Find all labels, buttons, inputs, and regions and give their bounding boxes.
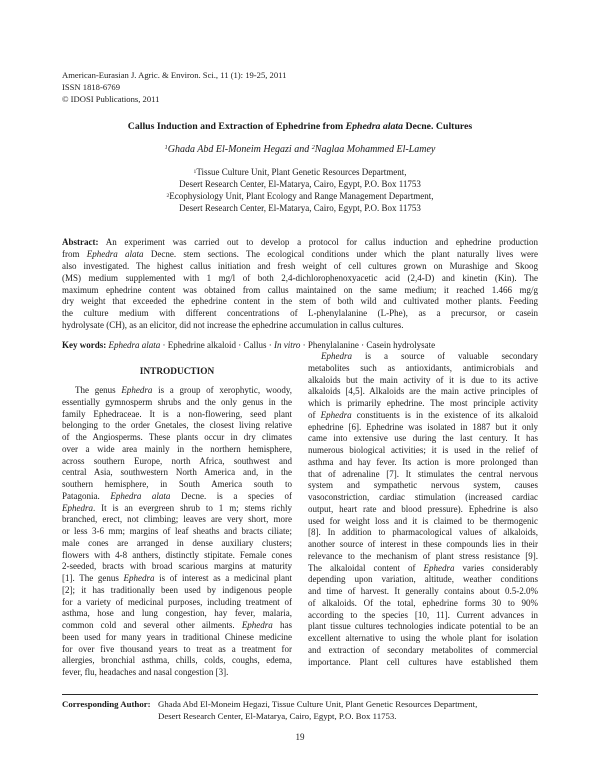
- body-line: [308, 480, 538, 492]
- italic-text: Ephedra: [241, 620, 273, 630]
- italic-text: Ephedra alata: [110, 490, 171, 501]
- body-line: [308, 563, 538, 575]
- text-run: allergies, bronchial asthma, chills, colds, coughs, edema,: [62, 655, 292, 666]
- text-run: branched, erect, not climbing; leaves are very short, more: [62, 514, 292, 525]
- text-run: importance. Plant cell cultures have established them: [308, 656, 538, 667]
- text-run: maximum ephedrine content was obtained from callus maintained on the same medium; it reached 1.466 mg/g: [62, 284, 538, 295]
- body-line: [308, 539, 538, 551]
- text-run: Decne. Cultures: [403, 121, 473, 132]
- abstract-line: [62, 285, 538, 297]
- text-run: been used for many years in traditional Chinese medicine: [62, 631, 292, 642]
- text-run: numerous biological activities; it is used in the relief of: [308, 445, 538, 455]
- text-run: another source of interest in these compounds lies in their: [308, 539, 538, 549]
- text-run: plant tissue cultures technologies indicate potential to be an: [308, 621, 538, 632]
- text-run: Decne. stem sections. The ecological conditions under which the plant naturally lives were: [143, 248, 538, 259]
- text-run: for a variety of medicinal purposes, including treatment of: [62, 596, 292, 607]
- text-run: fever, flu, headaches and nasal congestion [3].: [62, 667, 229, 677]
- abstract: [62, 237, 538, 332]
- body-line: [308, 469, 538, 481]
- journal-citation: American-Eurasian J. Agric. & Environ. Sci., 11 (1): 19-25, 2011: [62, 70, 287, 80]
- text-run: the culture medium with different concentrations of L-phenylalanine (L-Phe), as a precursor, or casein: [62, 308, 538, 319]
- abstract-line: [62, 273, 538, 285]
- text-run: is a group of xerophytic, woody,: [152, 385, 292, 395]
- body-line: [62, 561, 292, 573]
- body-line: [308, 645, 538, 657]
- text-run: relevance to the mechanism of plant stress resistance [9].: [308, 550, 538, 561]
- superscript-marker: 2: [311, 144, 315, 152]
- text-run: [1]. The genus: [62, 573, 124, 583]
- body-line: [62, 632, 292, 644]
- text-run: over a wide area mainly in the northern hemisphere,: [62, 443, 292, 454]
- italic-text: Ephedra alata: [108, 340, 161, 350]
- text-run: across southern Europe, north Africa, southwest and: [62, 455, 292, 466]
- text-run: Desert Research Center, El-Matarya, Cairo, Egypt, P.O. Box 11753: [179, 203, 421, 213]
- author-list: [62, 143, 538, 157]
- body-line: [308, 375, 538, 387]
- body-line: [62, 444, 292, 456]
- abstract-line: [62, 308, 538, 320]
- text-run: Callus Induction and Extraction of Ephedrine from: [127, 121, 346, 132]
- text-run: constituents is in the existence of its alkaloid: [351, 409, 538, 420]
- abstract-line: [62, 261, 538, 273]
- text-run: that of adrenaline [7]. It stimulates the central nervous: [308, 468, 538, 479]
- text-run: . It is an evergreen shrub to 1 m; stems richly: [93, 502, 292, 513]
- affiliation-line: [62, 178, 538, 190]
- italic-text: Ephedra alata: [86, 248, 144, 259]
- text-run: according to the species [10, 11]. Current advances in: [308, 609, 538, 620]
- author-line: [62, 143, 538, 157]
- body-line: [62, 409, 292, 421]
- text-run: system and sympathetic nervous system, causes: [308, 480, 538, 491]
- body-line: [308, 445, 538, 457]
- italic-text: In vitro: [273, 340, 301, 350]
- affiliations: [62, 166, 538, 214]
- intro-column-right: [308, 351, 538, 668]
- affiliation-line: [62, 202, 538, 214]
- body-line: [62, 655, 292, 667]
- affiliation-line: [62, 190, 538, 202]
- body-line: [308, 398, 538, 410]
- body-line: [62, 597, 292, 609]
- text-run: of the Angiosperms. These plants occur in dry climates: [62, 432, 292, 442]
- text-run: dry weight that exceeded the ephedrine content in the stem of both wild and cultivated mother plants. Feeding: [62, 296, 538, 307]
- text-run: vasoconstriction, cardiac stimulation (increased cardiac: [308, 492, 538, 502]
- body-line: [62, 585, 292, 597]
- page-number: 19: [295, 732, 305, 742]
- abstract-line: [62, 296, 538, 308]
- text-run: ephedrine [6]. Ephedrine was isolated in 1887 but it only: [308, 421, 538, 432]
- corresponding-author-line: Ghada Abd El-Moneim Hegazi, Tissue Culture Unit, Plant Genetic Resources Department,: [158, 699, 478, 709]
- bold-text: Abstract:: [62, 237, 99, 247]
- body-line: [62, 420, 292, 432]
- text-run: asthma and hay fever. Its action is more prolonged than: [308, 456, 538, 467]
- body-line: [62, 514, 292, 526]
- body-line: [308, 527, 538, 539]
- body-line: [308, 363, 538, 375]
- corresponding-author-line: Desert Research Center, El-Matarya, Cairo, Egypt, P.O. Box 11753.: [158, 711, 397, 721]
- text-run: is of interest as a medicinal plant: [154, 573, 292, 583]
- text-run: used for weight loss and it is claimed to be thermogenic: [308, 515, 538, 526]
- body-line: [308, 633, 538, 645]
- body-line: [308, 386, 538, 398]
- italic-text: Ephedra: [423, 562, 455, 573]
- text-run: The genus: [75, 385, 122, 395]
- text-run: (MS) medium supplemented with 1 mg/l of both 2,4-dichlorophenoxyacetic acid (2,4-D) and kinetin (Kin). The: [62, 272, 538, 283]
- issn: ISSN 1818-6769: [62, 82, 121, 92]
- body-line: [62, 620, 292, 632]
- footnote-rule: [62, 694, 538, 695]
- text-run: came into extensive use during the last century. It has: [308, 433, 538, 444]
- italic-text: Ephedra: [321, 351, 352, 361]
- text-run: Ecophysiology Unit, Plant Ecology and Range Management Department,: [169, 191, 434, 201]
- text-run: Desert Research Center, El-Matarya, Cairo, Egypt, P.O. Box 11753: [179, 179, 421, 189]
- superscript-marker: 1: [164, 144, 168, 152]
- italic-text: Ephedra: [62, 502, 93, 513]
- body-line: [62, 608, 292, 620]
- text-run: has: [272, 620, 292, 630]
- body-line: [308, 492, 538, 504]
- journal-header: [62, 69, 286, 105]
- body-line: [308, 586, 538, 598]
- body-line: [62, 538, 292, 550]
- section-heading-introduction: INTRODUCTION: [139, 367, 215, 377]
- text-run: and extraction of secondary metabolites of commercial: [308, 644, 538, 655]
- body-line: [62, 573, 292, 585]
- text-run: asthma, hose and lung congestion, hay fever, malaria,: [62, 608, 292, 619]
- text-run: metabolites such as antioxidants, antimicrobials and: [308, 362, 538, 373]
- text-run: of: [308, 409, 321, 420]
- text-run: depending upon variation, altitude, weather conditions: [308, 574, 538, 585]
- text-run: family Ephedraceae. It is a non-flowering, seed plant: [62, 408, 292, 419]
- text-run: which is primarily ephedrine. The most principle activity: [308, 398, 538, 408]
- body-line: [308, 610, 538, 622]
- body-line: [308, 433, 538, 445]
- body-line: [62, 397, 292, 409]
- text-run: · Ephedrine alkaloid · Callus ·: [160, 340, 274, 350]
- text-run: and time of harvest. It generally contains about 0.5-2.0%: [308, 586, 538, 596]
- text-run: alkaloids [4,5]. Alkaloids are the main active principles of: [308, 386, 538, 397]
- keywords: [62, 339, 538, 351]
- abstract-line: [62, 320, 538, 332]
- body-line: [62, 385, 292, 397]
- body-line: [308, 457, 538, 469]
- article-title: [62, 120, 538, 134]
- text-run: also investigated. The highest callus initiation and fresh weight of cell cultures grown on Murashige and Skoog: [62, 260, 538, 271]
- body-line: [62, 479, 292, 491]
- affiliation-line: [62, 166, 538, 178]
- body-line: [308, 504, 538, 516]
- intro-column-left: [62, 385, 292, 679]
- body-line: [62, 667, 292, 679]
- body-line: [62, 644, 292, 656]
- text-run: An experiment was carried out to develop a protocol for callus induction and ephedrine production: [98, 237, 538, 247]
- text-run: for over five thousand years to treat as a treatment for: [62, 643, 292, 654]
- text-run: is a source of valuable secondary: [352, 351, 538, 361]
- text-run: alkaloids but the main activity of it is due to its active: [308, 374, 538, 385]
- corresponding-author: [62, 698, 538, 722]
- text-run: excellent alternative to using the whole plant for isolation: [308, 633, 538, 643]
- body-line: [308, 574, 538, 586]
- text-run: from: [62, 248, 87, 259]
- body-line: [62, 467, 292, 479]
- body-line: [308, 516, 538, 528]
- text-run: common cold and several other ailments.: [62, 620, 242, 630]
- italic-text: Ephedra: [320, 409, 352, 420]
- text-run: · Phenylalanine · Casein hydrolysate: [300, 340, 436, 350]
- bold-text: Key words:: [62, 340, 107, 350]
- text-run: flowers with 4-8 anthers, distinctly stipitate. Female cones: [62, 549, 292, 560]
- text-run: Naglaa Mohammed El-Lamey: [314, 144, 436, 155]
- body-line: [308, 621, 538, 633]
- body-line: [308, 657, 538, 669]
- corresponding-author-details: [158, 698, 538, 722]
- text-run: belonging to the order Gnetales, the closest living relative: [62, 420, 292, 431]
- text-run: southern hemisphere, in South America south to: [62, 479, 292, 489]
- body-line: [62, 503, 292, 515]
- text-run: central Asia, southwestern North America and, in the: [62, 467, 292, 478]
- body-line: [308, 422, 538, 434]
- body-line: [308, 410, 538, 422]
- text-run: Ghada Abd El-Moneim Hegazi and: [167, 144, 312, 155]
- body-line: [62, 456, 292, 468]
- text-run: Patagonia.: [62, 490, 111, 501]
- text-run: varies considerably: [454, 562, 538, 573]
- italic-text: Ephedra alata: [345, 121, 404, 132]
- title-line: [62, 120, 538, 134]
- copyright-notice: © IDOSI Publications, 2011: [62, 94, 160, 104]
- superscript-marker: 1: [193, 168, 197, 175]
- italic-text: Ephedra: [123, 573, 155, 583]
- text-run: of alkaloids. Of the total, ephedrine forms 30 to 90%: [308, 597, 538, 608]
- text-run: [2]; it has traditionally been used by indigenous people: [62, 584, 292, 595]
- italic-text: Ephedra: [121, 385, 153, 395]
- text-run: male cones are arranged in dense auxiliary clusters;: [62, 537, 292, 548]
- text-run: essentially gymnosperm shrubs and the only genus in the: [62, 396, 292, 407]
- body-line: [308, 551, 538, 563]
- text-run: [8]. In addition to pharmacological values of alkaloids,: [308, 527, 538, 538]
- body-line: [62, 526, 292, 538]
- body-line: [62, 432, 292, 444]
- text-run: output, heart rate and blood pressure). Ephedrine is also: [308, 503, 538, 514]
- corresponding-author-label: Corresponding Author:: [62, 699, 151, 709]
- keywords-line: [62, 339, 538, 351]
- abstract-line: [62, 249, 538, 261]
- text-run: hydrolysate (CH), as an elicitor, did not increase the ephedrine accumulation in callus cultures.: [62, 320, 404, 331]
- text-run: 2-seeded, bracts with broad scarious margins at maturity: [62, 561, 292, 572]
- text-run: Tissue Culture Unit, Plant Genetic Resources Department,: [196, 167, 407, 177]
- body-line: [62, 550, 292, 562]
- body-line: [308, 351, 538, 363]
- superscript-marker: 2: [166, 192, 170, 199]
- text-run: Decne. is a species of: [170, 490, 292, 501]
- body-line: [62, 491, 292, 503]
- abstract-line: [62, 237, 538, 249]
- text-run: or less 3-6 mm; margins of leaf sheaths and bracts ciliate;: [62, 526, 292, 536]
- text-run: The alkaloidal content of: [308, 562, 424, 573]
- body-line: [308, 598, 538, 610]
